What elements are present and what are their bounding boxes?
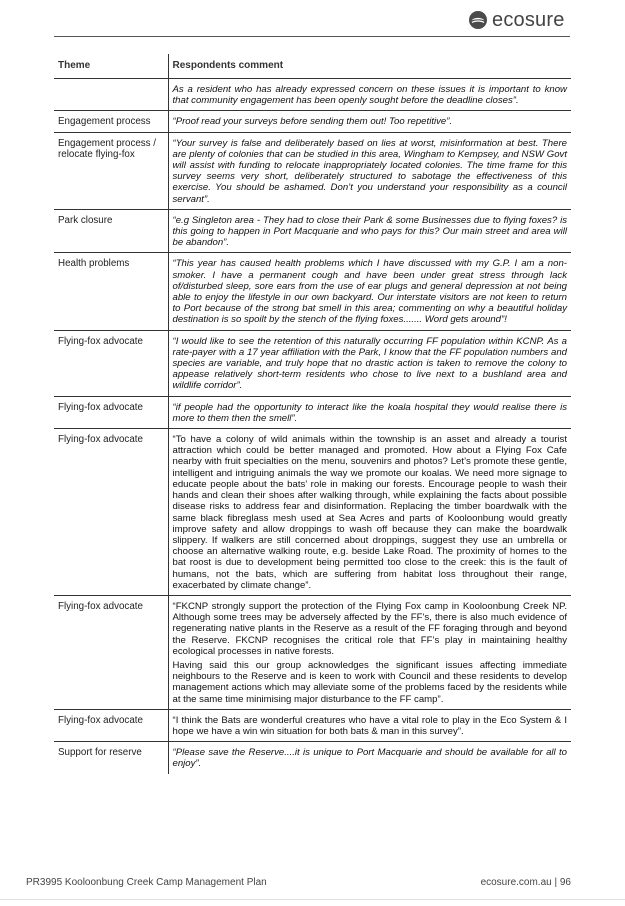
comment-cell (168, 396, 571, 428)
theme-cell: Engagement process (54, 111, 168, 132)
footer-divider (0, 899, 625, 900)
comment-cell (168, 79, 571, 111)
theme-cell: Flying-fox advocate (54, 429, 168, 596)
theme-cell: Flying-fox advocate (54, 595, 168, 709)
comment-cell (168, 595, 571, 709)
theme-cell: Flying-fox advocate (54, 330, 168, 396)
table-row (54, 709, 571, 741)
theme-cell: Engagement process / relocate flying-fox (54, 132, 168, 209)
table-row (54, 132, 571, 209)
table-row (54, 253, 571, 330)
comment-text: Having said this our group acknowledges the significant issues affecting immediate neighbours to the Reserve and is keen to work with Council and these residents to develop management actions which may alleviate some of the problems faced by the residents while at the same time minimising major disturbance to the FF camp”. (172, 659, 567, 705)
comment-text: “I think the Bats are wonderful creatures who have a vital role to play in the Eco System & I hope we have a win win situation for both bats & man in this survey”. (172, 714, 567, 737)
comment-cell (168, 253, 571, 330)
comment-text: “Please save the Reserve....it is unique to Port Macquarie and should be available for all to enjoy”. (172, 747, 567, 770)
comment-text: As a resident who has already expressed concern on these issues it is important to know that community engagement has been openly sought before the deadline closes”. (172, 84, 567, 107)
comment-cell (168, 429, 571, 596)
comment-cell (168, 132, 571, 209)
theme-cell: Flying-fox advocate (54, 396, 168, 428)
table-row (54, 111, 571, 132)
header-divider (54, 36, 570, 37)
comment-text: “Your survey is false and deliberately based on lies at worst, misinformation at best. There are plenty of colonies that can be studied in this area, Wingham to Kempsey, and NSW Govt will assist with funding to relocate inappropriately located colonies. The time frame for this survey seems very short, deliberately structured to sabotage the effectiveness of this exercise. You should be ashamed. Don’t you understand your responsibility as a council servant”. (172, 137, 567, 205)
footer-site-page-number: ecosure.com.au | 96 (480, 877, 571, 888)
table-row (54, 595, 571, 709)
theme-cell: Support for reserve (54, 742, 168, 774)
table-row (54, 742, 571, 774)
table-row (54, 79, 571, 111)
column-header-comment: Respondents comment (168, 54, 571, 79)
comment-text: “if people had the opportunity to interact like the koala hospital they would realise there is more to them then the smell”. (172, 401, 567, 424)
comment-cell (168, 709, 571, 741)
ecosure-logo-icon (468, 10, 488, 30)
comment-text: “FKCNP strongly support the protection of the Flying Fox camp in Kooloonbung Creek NP. Although some trees may be adversely affected by the FF’s, there is also much evidence of regenerating native plants in the Reserve as a result of the FF foraging through and beyond the Reserve. FKCNP recognises the critical role that FF’s play in maintaining healthy ecological processes in native forests. (172, 600, 567, 657)
theme-cell: Health problems (54, 253, 168, 330)
comment-text: “This year has caused health problems which I have discussed with my G.P. I am a non-smoker. I have a permanent cough and have been under great stress through lack of/disturbed sleep, sore ears from the use of ear plugs and general depression at not being able to enjoy the lifestyle in our own backyard. Our interstate visitors are not keen to return to Port because of the strong bat smell in this area; commenting on why a beautiful holiday destination is so spoilt by the stench of the flying foxes....... Word gets around”! (172, 258, 567, 326)
comment-text: “Proof read your surveys before sending them out! Too repetitive”. (172, 116, 453, 128)
comment-cell (168, 111, 571, 132)
theme-cell (54, 79, 168, 111)
brand-name: ecosure (492, 9, 565, 31)
comment-text: “To have a colony of wild animals within the township is an asset and already a tourist attraction which could be better managed and promoted. How about a Flying Fox Cafe nearby with fruit specialties on the menu, souvenirs and photos? Let’s promote these gentle, intelligent and intriguing animals the way we promote our koalas. We need more signage to educate people about the bats’ role in making our forests. Encourage people to wash their hands and clean their shoes after walking through, while explaining the facts about possible disease risks to address fear and disinformation. Replacing the timber boardwalk with the same black fibreglass mesh used at Sea Acres and parts of Kooloonbung would greatly improve safety and allow droppings to wash off because they can make the boardwalk slippery. If walkers are still concerned about droppings, suggest they use an umbrella or choose an alternative walking route, e.g. beside Lake Road. The proximity of homes to the bat roost is due to development being permitted too close to the creek: this is the fault of humans, not the bats, which are suffering from habitat loss throughout their range, exacerbated by climate change”. (172, 434, 567, 591)
theme-cell: Flying-fox advocate (54, 709, 168, 741)
comment-cell (168, 209, 571, 253)
table-row (54, 330, 571, 396)
table-row (54, 429, 571, 596)
comment-cell (168, 330, 571, 396)
comment-text: “I would like to see the retention of this naturally occurring FF population within KCNP. As a rate-payer with a 17 year affiliation with the Park, I know that the FF population numbers and species are variable, and truly hope that no drastic action is taken to remove the colony to appease relatively short-term residents who chose to live next to a bushland area and wildlife corridor”. (172, 335, 567, 392)
comment-cell (168, 742, 571, 774)
table-row (54, 209, 571, 253)
table-header-row (54, 54, 571, 79)
brand-logo (468, 10, 565, 30)
theme-cell: Park closure (54, 209, 168, 253)
footer-document-title: PR3995 Kooloonbung Creek Camp Management Plan (26, 877, 267, 888)
respondents-comments-table (54, 54, 571, 774)
column-header-theme: Theme (54, 54, 168, 79)
table-row (54, 396, 571, 428)
comment-text: “e.g Singleton area - They had to close their Park & some Businesses due to flying foxes? is this going to happen in Port Macquarie and who pays for this? Our main street and area will be abandon”. (172, 214, 567, 249)
